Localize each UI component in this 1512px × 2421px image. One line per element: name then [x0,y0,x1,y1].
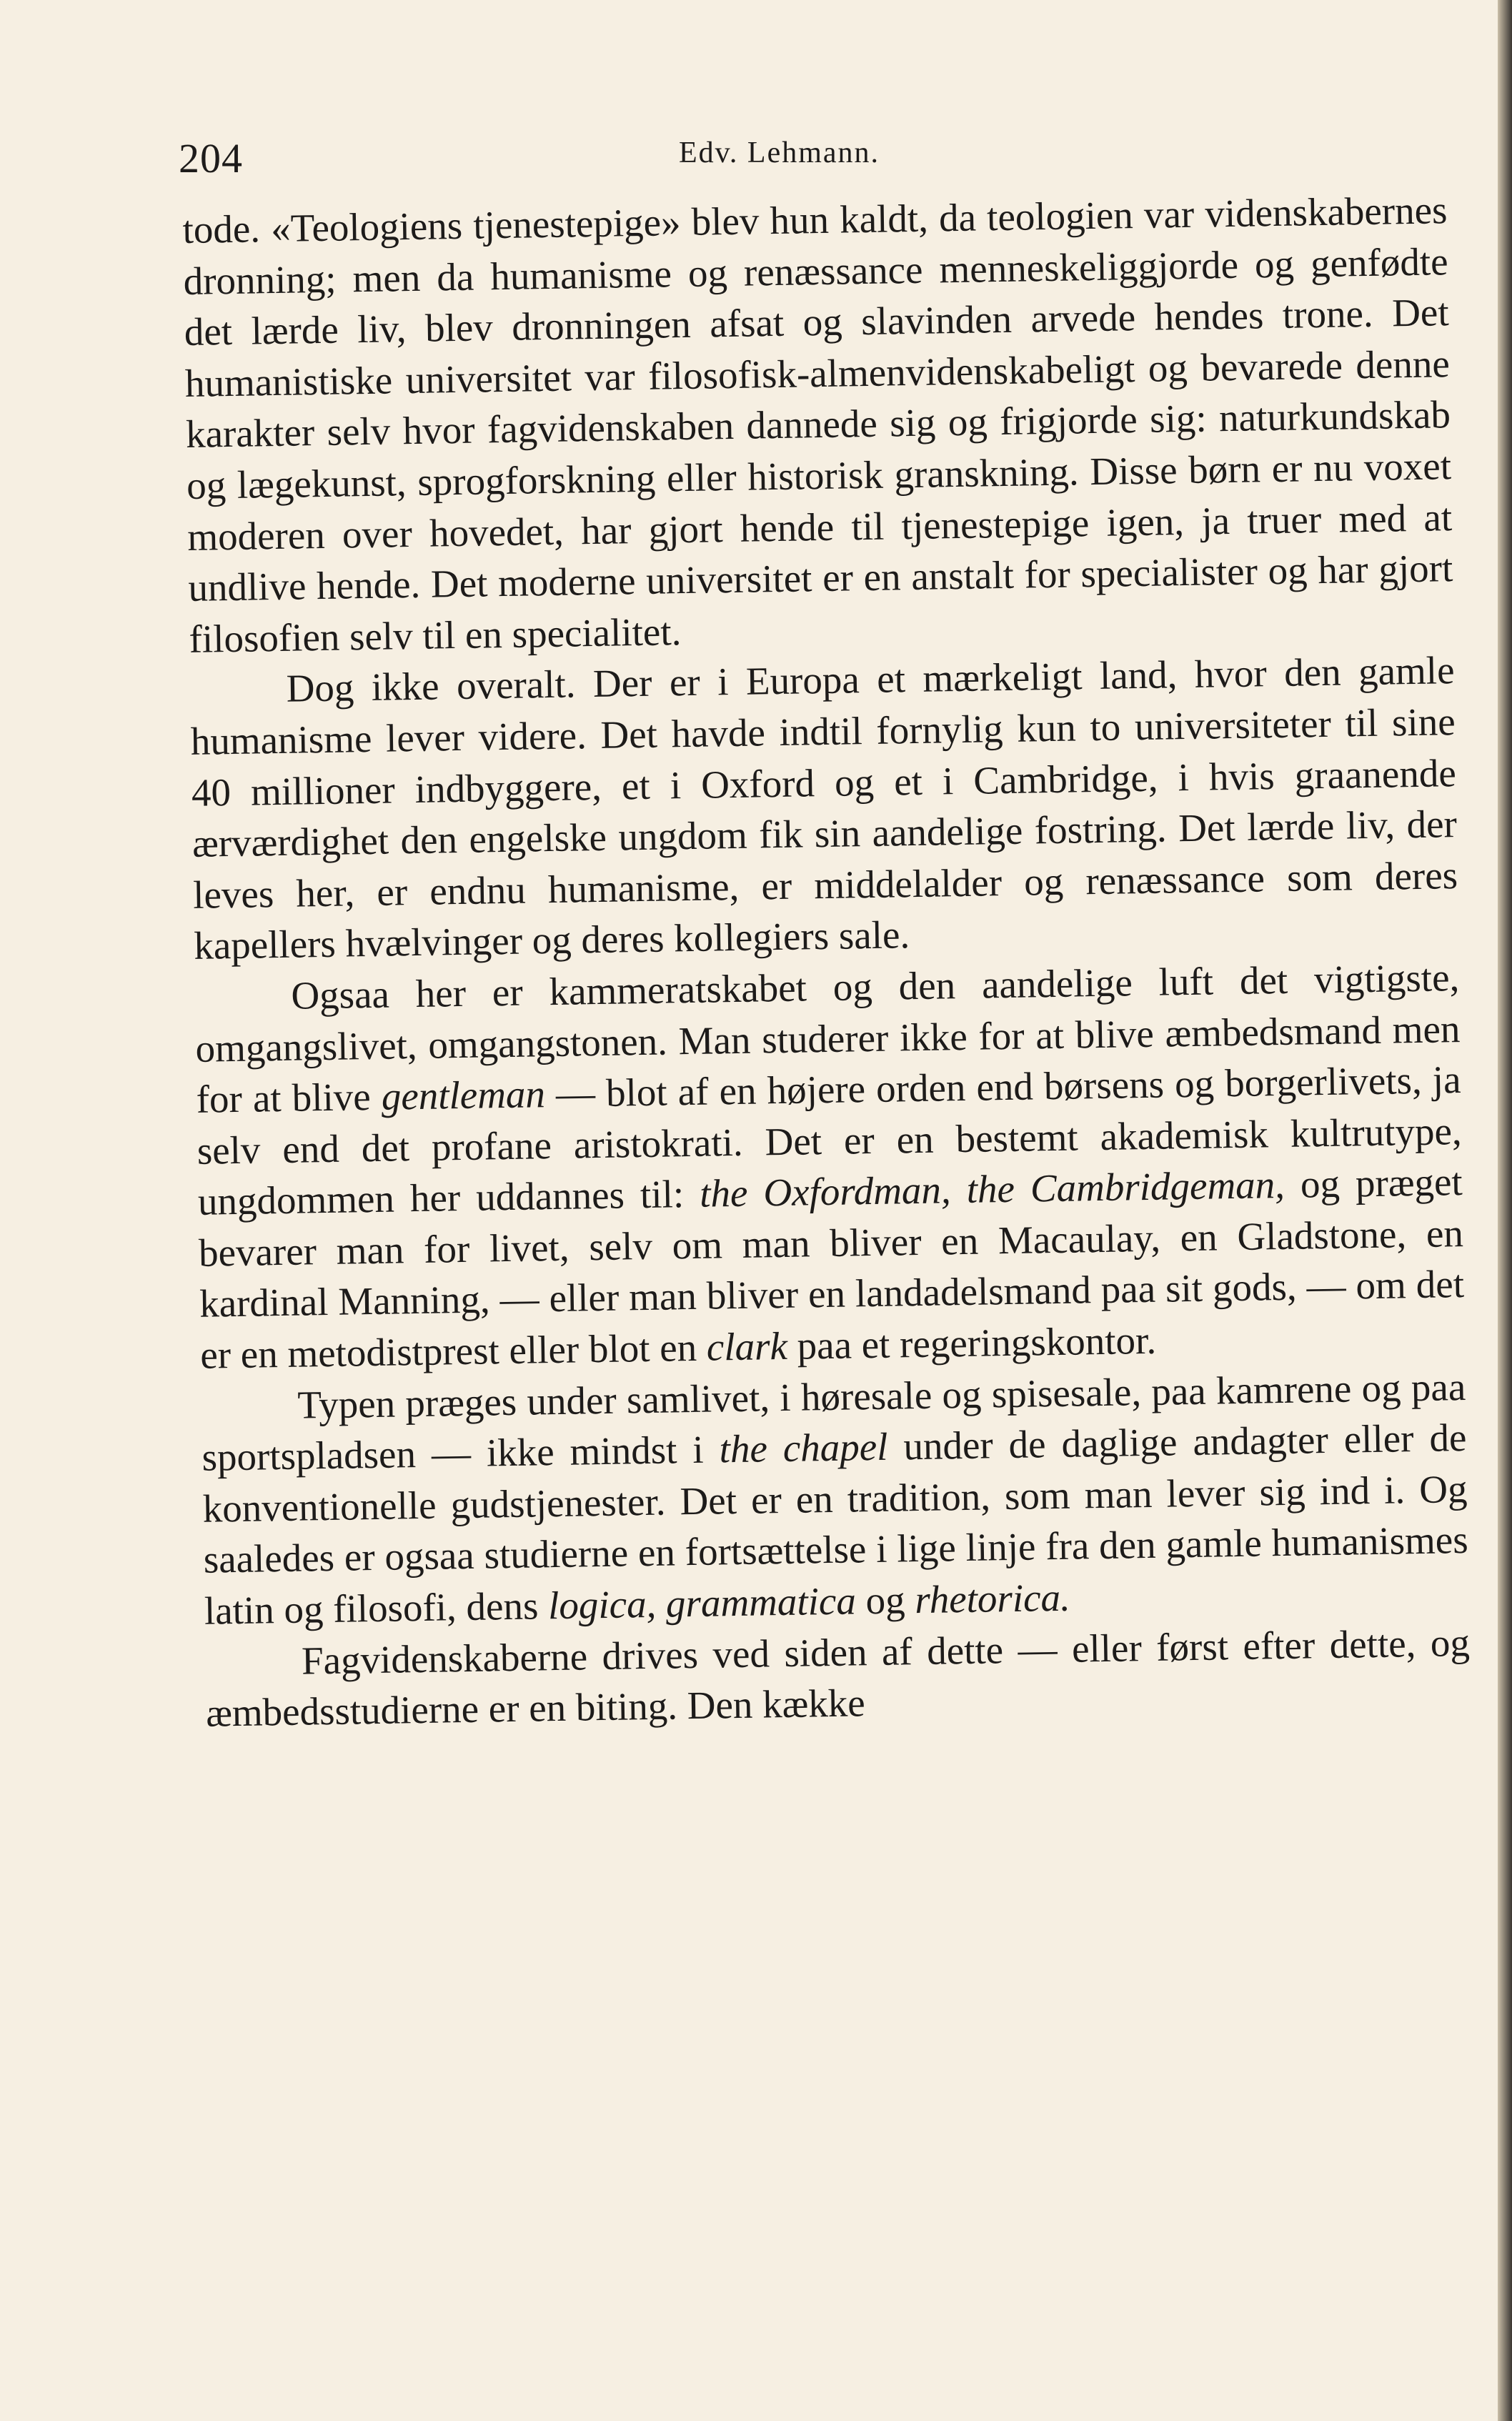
italic-text: gentleman [381,1072,546,1118]
paragraph-4 [201,1361,1469,1637]
page-header [179,127,1436,192]
paragraph-2 [189,645,1459,971]
italic-text: the chapel [719,1424,888,1471]
text-segment: Dog ikke overalt. Der er i Europa et mærkeligt land, hvor den gamle humanisme lever videre. Det havde indtil fornylig kun to universiteter til sine 40 millioner indbyggere, et i Oxford og et i Cambridge, i hvis graanende ærværdighet den engelske ungdom fik sin aandelige fostring. Det lærde liv, der leves her, er endnu humanisme, er middelalder og renæssance som deres kapellers hvælvinger og deres kollegiers sale. [190,648,1458,968]
italic-text: rhetorica. [914,1575,1071,1622]
running-head: Edv. Lehmann. [679,136,880,169]
page-number: 204 [179,135,243,182]
italic-text: the Oxfordman, the Cambridgeman, [699,1163,1285,1216]
text-segment: — blot af en højere orden end børsens og borgerlivets, ja selv end det profane aristokrati. Det er en bestemt akademisk kultrutype, ungdommen her uddannes til: [197,1058,1463,1224]
body-text [182,184,1471,1739]
paragraph-1 [182,184,1454,665]
text-segment: paa et regeringskontor. [787,1318,1157,1368]
italic-text: clark [706,1323,788,1369]
page-edge [1498,0,1512,2421]
text-segment: under de daglige andagter eller de konventionelle gudstjenester. Det er en tradition, som man lever sig ind i. Og saaledes er ogsaa studierne en fortsættelse i lige linje fra den gamle humanismes latin og filosofi, dens [202,1416,1469,1633]
text-segment: og [855,1578,915,1623]
text-segment: Fagvidenskaberne drives ved siden af dette — eller først efter dette, og æmbedsstudierne er en biting. Den kække [205,1620,1471,1735]
paragraph-5 [204,1617,1471,1739]
text-segment: Typen præges under samlivet, i høresale og spisesale, paa kamrene og paa sportspladsen — ikke mindst i [202,1364,1466,1480]
text-segment: og præget bevarer man for livet, selv om man bliver en Macaulay, en Gladstone, en kardinal Manning, — eller man bliver en landadelsmand paa sit gods, — om det er en metodistprest eller blot en [198,1160,1465,1377]
paragraph-3 [194,952,1466,1381]
text-segment: tode. «Teologiens tjenestepige» blev hun kaldt, da teologien var videnskabernes dronning; men da humanisme og renæssance menneskeliggjorde og genfødte det lærde liv, blev dronningen afsat og slavinden arvede hendes trone. Det humanistiske universitet var filosofisk-almenvidenskabeligt og bevarede denne karakter selv hvor fagvidenskaben dannede sig og frigjorde sig: naturkundskab og lægekunst, sprogforskning eller historisk granskning. Disse børn er nu voxet moderen over hovedet, har gjort hende til tjenestepige igen, ja truer med at undlive hende. Det moderne universitet er en anstalt for specialister og har gjort filosofien selv til en specialitet. [182,188,1453,661]
italic-text: logica, grammatica [547,1579,857,1628]
text-segment: Ogsaa her er kammeratskabet og den aandelige luft det vigtigste, omgangslivet, omgangstonen. Man studerer ikke for at blive æmbedsmand men for at blive [195,955,1461,1121]
